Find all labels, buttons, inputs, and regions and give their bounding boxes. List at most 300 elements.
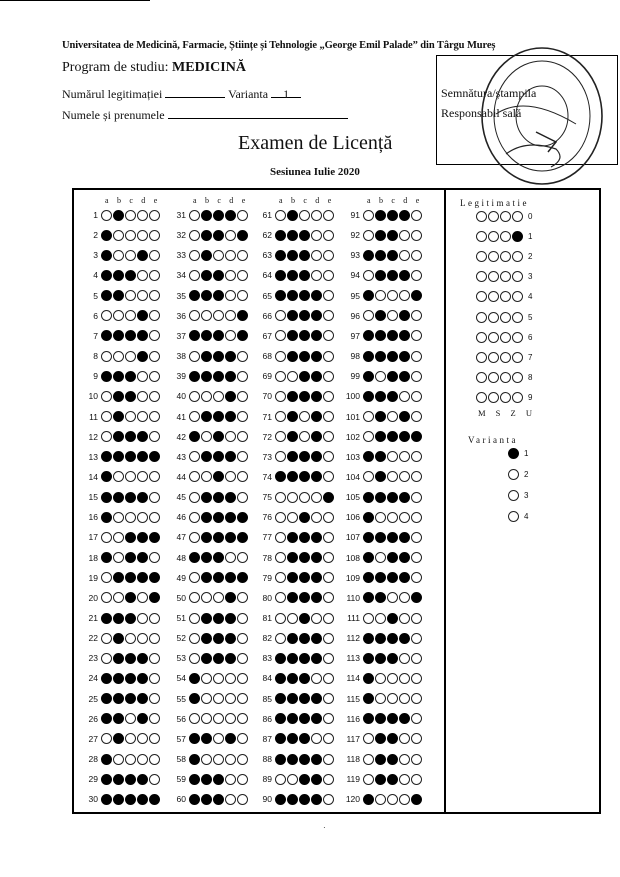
answer-bubble-c[interactable] xyxy=(299,733,310,744)
answer-bubble-e[interactable] xyxy=(149,391,160,402)
answer-bubble-d[interactable] xyxy=(225,371,236,382)
answer-bubble-a[interactable] xyxy=(189,330,200,341)
answer-bubble-e[interactable] xyxy=(149,371,160,382)
legitimatie-bubble[interactable] xyxy=(500,291,511,302)
answer-bubble-d[interactable] xyxy=(225,451,236,462)
answer-bubble-d[interactable] xyxy=(399,250,410,261)
answer-bubble-d[interactable] xyxy=(225,653,236,664)
answer-bubble-a[interactable] xyxy=(363,592,374,603)
answer-bubble-d[interactable] xyxy=(137,411,148,422)
answer-bubble-c[interactable] xyxy=(213,673,224,684)
varianta-bubble[interactable] xyxy=(508,469,519,480)
answer-bubble-a[interactable] xyxy=(189,351,200,362)
legitimatie-bubble[interactable] xyxy=(512,251,523,262)
answer-bubble-a[interactable] xyxy=(101,552,112,563)
answer-bubble-b[interactable] xyxy=(201,371,212,382)
variant-field[interactable] xyxy=(271,87,301,101)
answer-bubble-d[interactable] xyxy=(225,592,236,603)
answer-bubble-e[interactable] xyxy=(237,653,248,664)
answer-bubble-b[interactable] xyxy=(113,552,124,563)
answer-bubble-a[interactable] xyxy=(363,633,374,644)
answer-bubble-c[interactable] xyxy=(213,411,224,422)
answer-bubble-b[interactable] xyxy=(375,230,386,241)
answer-bubble-d[interactable] xyxy=(137,653,148,664)
answer-bubble-d[interactable] xyxy=(399,592,410,603)
answer-bubble-a[interactable] xyxy=(275,592,286,603)
answer-bubble-e[interactable] xyxy=(323,210,334,221)
answer-bubble-e[interactable] xyxy=(411,210,422,221)
answer-bubble-a[interactable] xyxy=(363,774,374,785)
answer-bubble-d[interactable] xyxy=(311,230,322,241)
answer-bubble-b[interactable] xyxy=(375,371,386,382)
answer-bubble-d[interactable] xyxy=(399,391,410,402)
answer-bubble-c[interactable] xyxy=(387,431,398,442)
legitimatie-bubble[interactable] xyxy=(476,372,487,383)
answer-bubble-d[interactable] xyxy=(311,471,322,482)
answer-bubble-c[interactable] xyxy=(125,270,136,281)
answer-bubble-c[interactable] xyxy=(125,230,136,241)
answer-bubble-b[interactable] xyxy=(287,794,298,805)
answer-bubble-a[interactable] xyxy=(363,210,374,221)
answer-bubble-d[interactable] xyxy=(311,351,322,362)
answer-bubble-e[interactable] xyxy=(237,592,248,603)
answer-bubble-c[interactable] xyxy=(213,230,224,241)
answer-bubble-c[interactable] xyxy=(299,230,310,241)
answer-bubble-e[interactable] xyxy=(237,613,248,624)
answer-bubble-d[interactable] xyxy=(399,411,410,422)
answer-bubble-b[interactable] xyxy=(375,592,386,603)
answer-bubble-b[interactable] xyxy=(201,673,212,684)
answer-bubble-a[interactable] xyxy=(101,512,112,523)
answer-bubble-c[interactable] xyxy=(299,310,310,321)
answer-bubble-a[interactable] xyxy=(101,310,112,321)
legitimatie-bubble[interactable] xyxy=(488,312,499,323)
answer-bubble-d[interactable] xyxy=(311,754,322,765)
answer-bubble-a[interactable] xyxy=(275,754,286,765)
answer-bubble-b[interactable] xyxy=(201,411,212,422)
answer-bubble-a[interactable] xyxy=(275,270,286,281)
answer-bubble-c[interactable] xyxy=(387,713,398,724)
answer-bubble-d[interactable] xyxy=(137,512,148,523)
answer-bubble-a[interactable] xyxy=(189,794,200,805)
answer-bubble-e[interactable] xyxy=(411,572,422,583)
answer-bubble-c[interactable] xyxy=(387,693,398,704)
answer-bubble-b[interactable] xyxy=(113,451,124,462)
answer-bubble-d[interactable] xyxy=(311,713,322,724)
answer-bubble-d[interactable] xyxy=(225,471,236,482)
answer-bubble-d[interactable] xyxy=(311,411,322,422)
answer-bubble-e[interactable] xyxy=(411,310,422,321)
answer-bubble-e[interactable] xyxy=(411,713,422,724)
answer-bubble-a[interactable] xyxy=(363,653,374,664)
answer-bubble-d[interactable] xyxy=(399,794,410,805)
answer-bubble-b[interactable] xyxy=(375,431,386,442)
answer-bubble-c[interactable] xyxy=(213,270,224,281)
answer-bubble-e[interactable] xyxy=(237,693,248,704)
answer-bubble-c[interactable] xyxy=(125,391,136,402)
answer-bubble-d[interactable] xyxy=(137,572,148,583)
answer-bubble-c[interactable] xyxy=(213,310,224,321)
answer-bubble-c[interactable] xyxy=(213,592,224,603)
answer-bubble-d[interactable] xyxy=(399,471,410,482)
answer-bubble-c[interactable] xyxy=(299,653,310,664)
answer-bubble-c[interactable] xyxy=(299,290,310,301)
answer-bubble-d[interactable] xyxy=(225,230,236,241)
answer-bubble-b[interactable] xyxy=(113,351,124,362)
legitimatie-bubble[interactable] xyxy=(476,211,487,222)
answer-bubble-a[interactable] xyxy=(101,613,112,624)
answer-bubble-e[interactable] xyxy=(237,290,248,301)
answer-bubble-a[interactable] xyxy=(363,310,374,321)
answer-bubble-c[interactable] xyxy=(299,774,310,785)
answer-bubble-b[interactable] xyxy=(287,592,298,603)
answer-bubble-b[interactable] xyxy=(201,794,212,805)
answer-bubble-c[interactable] xyxy=(213,210,224,221)
answer-bubble-b[interactable] xyxy=(113,653,124,664)
answer-bubble-a[interactable] xyxy=(275,693,286,704)
answer-bubble-b[interactable] xyxy=(287,512,298,523)
answer-bubble-c[interactable] xyxy=(125,431,136,442)
answer-bubble-a[interactable] xyxy=(363,270,374,281)
answer-bubble-a[interactable] xyxy=(101,431,112,442)
answer-bubble-c[interactable] xyxy=(387,673,398,684)
answer-bubble-a[interactable] xyxy=(363,250,374,261)
answer-bubble-c[interactable] xyxy=(125,673,136,684)
answer-bubble-d[interactable] xyxy=(137,310,148,321)
answer-bubble-d[interactable] xyxy=(311,270,322,281)
answer-bubble-d[interactable] xyxy=(399,633,410,644)
answer-bubble-b[interactable] xyxy=(287,411,298,422)
answer-bubble-b[interactable] xyxy=(287,552,298,563)
answer-bubble-e[interactable] xyxy=(149,512,160,523)
answer-bubble-e[interactable] xyxy=(149,230,160,241)
answer-bubble-e[interactable] xyxy=(149,411,160,422)
answer-bubble-a[interactable] xyxy=(189,391,200,402)
answer-bubble-b[interactable] xyxy=(375,330,386,341)
legitimatie-bubble[interactable] xyxy=(500,312,511,323)
answer-bubble-c[interactable] xyxy=(299,532,310,543)
answer-bubble-b[interactable] xyxy=(375,492,386,503)
legitimatie-bubble[interactable] xyxy=(512,332,523,343)
legitimatie-bubble[interactable] xyxy=(488,372,499,383)
answer-bubble-c[interactable] xyxy=(213,794,224,805)
answer-bubble-c[interactable] xyxy=(299,693,310,704)
answer-bubble-b[interactable] xyxy=(201,230,212,241)
answer-bubble-c[interactable] xyxy=(387,330,398,341)
answer-bubble-c[interactable] xyxy=(213,250,224,261)
answer-bubble-a[interactable] xyxy=(189,774,200,785)
legitimatie-bubble[interactable] xyxy=(500,332,511,343)
answer-bubble-c[interactable] xyxy=(125,330,136,341)
answer-bubble-e[interactable] xyxy=(411,270,422,281)
answer-bubble-c[interactable] xyxy=(213,351,224,362)
answer-bubble-c[interactable] xyxy=(125,471,136,482)
answer-bubble-c[interactable] xyxy=(387,250,398,261)
answer-bubble-a[interactable] xyxy=(189,613,200,624)
answer-bubble-e[interactable] xyxy=(323,330,334,341)
answer-bubble-e[interactable] xyxy=(411,471,422,482)
answer-bubble-c[interactable] xyxy=(387,633,398,644)
answer-bubble-e[interactable] xyxy=(149,754,160,765)
legitimatie-bubble[interactable] xyxy=(512,372,523,383)
answer-bubble-b[interactable] xyxy=(375,693,386,704)
answer-bubble-c[interactable] xyxy=(387,794,398,805)
answer-bubble-e[interactable] xyxy=(237,532,248,543)
answer-bubble-b[interactable] xyxy=(201,290,212,301)
answer-bubble-e[interactable] xyxy=(411,230,422,241)
answer-bubble-d[interactable] xyxy=(225,552,236,563)
answer-bubble-e[interactable] xyxy=(149,733,160,744)
answer-bubble-c[interactable] xyxy=(125,733,136,744)
answer-bubble-d[interactable] xyxy=(311,794,322,805)
answer-bubble-e[interactable] xyxy=(149,552,160,563)
answer-bubble-c[interactable] xyxy=(299,512,310,523)
answer-bubble-d[interactable] xyxy=(225,512,236,523)
answer-bubble-c[interactable] xyxy=(125,512,136,523)
answer-bubble-b[interactable] xyxy=(287,693,298,704)
answer-bubble-c[interactable] xyxy=(125,613,136,624)
answer-bubble-b[interactable] xyxy=(113,411,124,422)
answer-bubble-a[interactable] xyxy=(189,512,200,523)
answer-bubble-d[interactable] xyxy=(137,633,148,644)
answer-bubble-c[interactable] xyxy=(387,411,398,422)
answer-bubble-b[interactable] xyxy=(201,471,212,482)
answer-bubble-e[interactable] xyxy=(237,250,248,261)
answer-bubble-a[interactable] xyxy=(363,290,374,301)
answer-bubble-d[interactable] xyxy=(137,613,148,624)
answer-bubble-d[interactable] xyxy=(137,270,148,281)
answer-bubble-a[interactable] xyxy=(189,431,200,442)
answer-bubble-d[interactable] xyxy=(399,774,410,785)
answer-bubble-c[interactable] xyxy=(387,492,398,503)
answer-bubble-b[interactable] xyxy=(375,411,386,422)
answer-bubble-c[interactable] xyxy=(125,532,136,543)
answer-bubble-a[interactable] xyxy=(363,512,374,523)
answer-bubble-b[interactable] xyxy=(113,693,124,704)
answer-bubble-a[interactable] xyxy=(275,713,286,724)
answer-bubble-b[interactable] xyxy=(113,431,124,442)
answer-bubble-e[interactable] xyxy=(411,794,422,805)
answer-bubble-c[interactable] xyxy=(299,794,310,805)
legitimatie-bubble[interactable] xyxy=(488,271,499,282)
answer-bubble-c[interactable] xyxy=(213,330,224,341)
answer-bubble-d[interactable] xyxy=(311,391,322,402)
answer-bubble-c[interactable] xyxy=(387,310,398,321)
answer-bubble-a[interactable] xyxy=(101,411,112,422)
answer-bubble-a[interactable] xyxy=(101,250,112,261)
answer-bubble-c[interactable] xyxy=(299,572,310,583)
answer-bubble-b[interactable] xyxy=(201,592,212,603)
answer-bubble-c[interactable] xyxy=(213,572,224,583)
answer-bubble-a[interactable] xyxy=(275,512,286,523)
answer-bubble-d[interactable] xyxy=(399,270,410,281)
answer-bubble-c[interactable] xyxy=(125,713,136,724)
answer-bubble-c[interactable] xyxy=(213,391,224,402)
answer-bubble-e[interactable] xyxy=(149,613,160,624)
answer-bubble-b[interactable] xyxy=(287,230,298,241)
answer-bubble-a[interactable] xyxy=(101,492,112,503)
answer-bubble-e[interactable] xyxy=(149,713,160,724)
answer-bubble-a[interactable] xyxy=(275,351,286,362)
answer-bubble-c[interactable] xyxy=(213,492,224,503)
answer-bubble-a[interactable] xyxy=(275,572,286,583)
answer-bubble-d[interactable] xyxy=(137,471,148,482)
answer-bubble-e[interactable] xyxy=(411,371,422,382)
answer-bubble-e[interactable] xyxy=(237,492,248,503)
answer-bubble-c[interactable] xyxy=(125,774,136,785)
answer-bubble-e[interactable] xyxy=(323,290,334,301)
answer-bubble-c[interactable] xyxy=(299,210,310,221)
answer-bubble-e[interactable] xyxy=(237,713,248,724)
answer-bubble-b[interactable] xyxy=(201,613,212,624)
answer-bubble-b[interactable] xyxy=(375,653,386,664)
answer-bubble-b[interactable] xyxy=(113,250,124,261)
answer-bubble-e[interactable] xyxy=(411,633,422,644)
answer-bubble-c[interactable] xyxy=(125,250,136,261)
answer-bubble-b[interactable] xyxy=(201,572,212,583)
answer-bubble-c[interactable] xyxy=(299,471,310,482)
answer-bubble-c[interactable] xyxy=(213,713,224,724)
answer-bubble-c[interactable] xyxy=(213,613,224,624)
answer-bubble-c[interactable] xyxy=(299,552,310,563)
answer-bubble-a[interactable] xyxy=(189,250,200,261)
answer-bubble-c[interactable] xyxy=(299,754,310,765)
answer-bubble-a[interactable] xyxy=(275,210,286,221)
answer-bubble-e[interactable] xyxy=(149,290,160,301)
legitimatie-bubble[interactable] xyxy=(500,231,511,242)
answer-bubble-d[interactable] xyxy=(225,391,236,402)
answer-bubble-e[interactable] xyxy=(323,391,334,402)
answer-bubble-e[interactable] xyxy=(237,431,248,442)
answer-bubble-a[interactable] xyxy=(275,471,286,482)
answer-bubble-e[interactable] xyxy=(411,391,422,402)
answer-bubble-e[interactable] xyxy=(149,592,160,603)
answer-bubble-b[interactable] xyxy=(287,270,298,281)
legitimatie-bubble[interactable] xyxy=(476,251,487,262)
legitimatie-bubble[interactable] xyxy=(500,352,511,363)
answer-bubble-c[interactable] xyxy=(125,592,136,603)
answer-bubble-a[interactable] xyxy=(363,330,374,341)
answer-bubble-d[interactable] xyxy=(225,774,236,785)
answer-bubble-c[interactable] xyxy=(387,754,398,765)
answer-bubble-c[interactable] xyxy=(387,613,398,624)
answer-bubble-b[interactable] xyxy=(375,613,386,624)
varianta-bubble[interactable] xyxy=(508,448,519,459)
answer-bubble-c[interactable] xyxy=(299,250,310,261)
answer-bubble-b[interactable] xyxy=(375,733,386,744)
answer-bubble-b[interactable] xyxy=(375,572,386,583)
answer-bubble-e[interactable] xyxy=(411,250,422,261)
legitimatie-bubble[interactable] xyxy=(488,332,499,343)
answer-bubble-c[interactable] xyxy=(213,431,224,442)
answer-bubble-d[interactable] xyxy=(399,371,410,382)
answer-bubble-e[interactable] xyxy=(323,471,334,482)
answer-bubble-d[interactable] xyxy=(225,613,236,624)
answer-bubble-e[interactable] xyxy=(411,673,422,684)
answer-bubble-c[interactable] xyxy=(299,351,310,362)
answer-bubble-e[interactable] xyxy=(411,613,422,624)
answer-bubble-a[interactable] xyxy=(363,693,374,704)
answer-bubble-c[interactable] xyxy=(213,512,224,523)
answer-bubble-e[interactable] xyxy=(411,431,422,442)
answer-bubble-a[interactable] xyxy=(363,391,374,402)
answer-bubble-a[interactable] xyxy=(363,673,374,684)
answer-bubble-e[interactable] xyxy=(237,794,248,805)
answer-bubble-b[interactable] xyxy=(201,250,212,261)
answer-bubble-e[interactable] xyxy=(237,230,248,241)
answer-bubble-b[interactable] xyxy=(113,633,124,644)
answer-bubble-a[interactable] xyxy=(189,754,200,765)
answer-bubble-a[interactable] xyxy=(189,572,200,583)
answer-bubble-e[interactable] xyxy=(237,330,248,341)
answer-bubble-d[interactable] xyxy=(137,391,148,402)
answer-bubble-d[interactable] xyxy=(137,794,148,805)
answer-bubble-c[interactable] xyxy=(299,371,310,382)
answer-bubble-b[interactable] xyxy=(113,754,124,765)
answer-bubble-c[interactable] xyxy=(125,371,136,382)
answer-bubble-e[interactable] xyxy=(149,693,160,704)
legitimatie-bubble[interactable] xyxy=(488,211,499,222)
answer-bubble-a[interactable] xyxy=(101,391,112,402)
answer-bubble-b[interactable] xyxy=(375,532,386,543)
answer-bubble-e[interactable] xyxy=(323,532,334,543)
answer-bubble-e[interactable] xyxy=(411,532,422,543)
answer-bubble-d[interactable] xyxy=(311,653,322,664)
answer-bubble-d[interactable] xyxy=(225,693,236,704)
answer-bubble-a[interactable] xyxy=(101,653,112,664)
answer-bubble-e[interactable] xyxy=(411,774,422,785)
answer-bubble-a[interactable] xyxy=(275,733,286,744)
varianta-bubble[interactable] xyxy=(508,490,519,501)
answer-bubble-a[interactable] xyxy=(363,492,374,503)
answer-bubble-d[interactable] xyxy=(311,673,322,684)
answer-bubble-b[interactable] xyxy=(375,391,386,402)
answer-bubble-a[interactable] xyxy=(189,210,200,221)
answer-bubble-d[interactable] xyxy=(399,733,410,744)
answer-bubble-b[interactable] xyxy=(201,774,212,785)
answer-bubble-e[interactable] xyxy=(149,653,160,664)
answer-bubble-a[interactable] xyxy=(363,230,374,241)
answer-bubble-a[interactable] xyxy=(275,230,286,241)
answer-bubble-e[interactable] xyxy=(237,210,248,221)
answer-bubble-c[interactable] xyxy=(387,572,398,583)
answer-bubble-a[interactable] xyxy=(275,431,286,442)
answer-bubble-e[interactable] xyxy=(411,411,422,422)
answer-bubble-a[interactable] xyxy=(101,592,112,603)
answer-bubble-b[interactable] xyxy=(287,492,298,503)
answer-bubble-a[interactable] xyxy=(189,653,200,664)
answer-bubble-a[interactable] xyxy=(101,230,112,241)
answer-bubble-a[interactable] xyxy=(363,431,374,442)
answer-bubble-c[interactable] xyxy=(387,210,398,221)
answer-bubble-b[interactable] xyxy=(113,330,124,341)
answer-bubble-e[interactable] xyxy=(237,351,248,362)
answer-bubble-a[interactable] xyxy=(101,330,112,341)
answer-bubble-e[interactable] xyxy=(323,512,334,523)
answer-bubble-e[interactable] xyxy=(149,774,160,785)
answer-bubble-d[interactable] xyxy=(399,552,410,563)
answer-bubble-b[interactable] xyxy=(375,250,386,261)
answer-bubble-d[interactable] xyxy=(137,592,148,603)
answer-bubble-b[interactable] xyxy=(113,210,124,221)
answer-bubble-a[interactable] xyxy=(189,270,200,281)
answer-bubble-c[interactable] xyxy=(387,270,398,281)
answer-bubble-a[interactable] xyxy=(189,532,200,543)
answer-bubble-c[interactable] xyxy=(125,572,136,583)
answer-bubble-d[interactable] xyxy=(225,532,236,543)
answer-bubble-a[interactable] xyxy=(101,270,112,281)
answer-bubble-d[interactable] xyxy=(311,613,322,624)
